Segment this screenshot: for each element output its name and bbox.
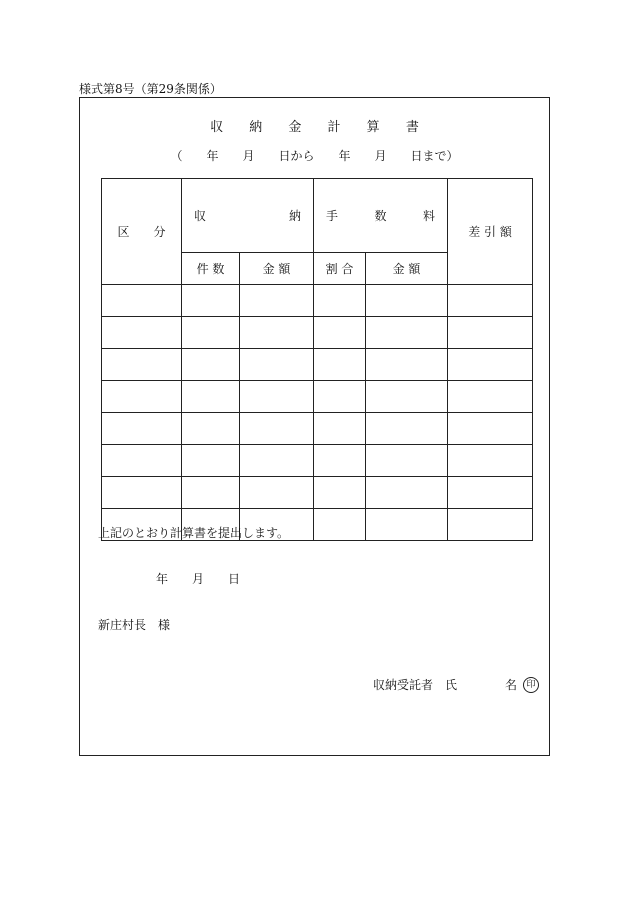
header-shuno-char2: 納 [288, 209, 301, 223]
table-row [102, 445, 533, 477]
table-cell [366, 477, 448, 509]
table-cell [240, 381, 314, 413]
signer-line [373, 676, 539, 693]
header-tesuryo-char3: 料 [423, 209, 436, 223]
table-cell [182, 317, 240, 349]
seal-mark: 印 [523, 677, 539, 693]
table-row [102, 413, 533, 445]
form-title: 収 納 金 計 算 書 [210, 120, 419, 135]
table-cell [182, 349, 240, 381]
table-row [102, 285, 533, 317]
submission-statement: 上記のとおり計算書を提出します。 [98, 526, 290, 540]
table-cell [102, 477, 182, 509]
table-cell [240, 285, 314, 317]
table-cell [240, 317, 314, 349]
table-cell [448, 477, 533, 509]
table-cell [182, 445, 240, 477]
addressee: 新庄村長 様 [98, 618, 171, 632]
table-cell [366, 285, 448, 317]
table-cell [314, 381, 366, 413]
table-row [102, 349, 533, 381]
table-cell [314, 285, 366, 317]
table-cell [102, 445, 182, 477]
table-cell [102, 285, 182, 317]
calculation-table [101, 178, 533, 541]
table-cell [448, 285, 533, 317]
table-cell [102, 381, 182, 413]
header-wariai: 割 合 [314, 253, 366, 285]
table-cell [448, 413, 533, 445]
table-cell [240, 477, 314, 509]
table-row [102, 381, 533, 413]
header-kingaku-fee: 金 額 [366, 253, 448, 285]
table-cell [448, 445, 533, 477]
date-line: 年 月 日 [156, 572, 241, 586]
table-cell [366, 509, 448, 541]
header-shuno-char1: 収 [194, 209, 207, 223]
table-cell [240, 413, 314, 445]
table-cell [314, 349, 366, 381]
table-cell [448, 317, 533, 349]
header-tesuryo [314, 179, 448, 253]
table-body [102, 285, 533, 541]
header-kubun: 区 分 [102, 179, 182, 285]
table-cell [182, 381, 240, 413]
table-cell [102, 413, 182, 445]
header-sashihiki: 差 引 額 [448, 179, 533, 285]
table-cell [240, 445, 314, 477]
table-cell [314, 317, 366, 349]
table-cell [182, 413, 240, 445]
table-cell [314, 413, 366, 445]
table-cell [366, 445, 448, 477]
table-cell [366, 317, 448, 349]
table-row [102, 317, 533, 349]
table-cell [366, 349, 448, 381]
table-cell [366, 413, 448, 445]
period-line: （ 年 月 日から 年 月 日まで） [170, 149, 459, 163]
table-cell [182, 477, 240, 509]
form-number-label: 様式第8号（第29条関係） [79, 82, 222, 96]
signer-label: 収納受託者 氏 名 [373, 678, 518, 692]
header-tesuryo-char1: 手 [326, 209, 339, 223]
header-shuno [182, 179, 314, 253]
table-cell [366, 381, 448, 413]
table-cell [314, 477, 366, 509]
form-frame [79, 97, 550, 756]
table-cell [448, 381, 533, 413]
table-cell [240, 349, 314, 381]
table-cell [314, 445, 366, 477]
table-cell [448, 509, 533, 541]
header-tesuryo-char2: 数 [374, 209, 387, 223]
table-cell [182, 285, 240, 317]
table-cell [102, 317, 182, 349]
table-cell [448, 349, 533, 381]
table-cell [102, 349, 182, 381]
header-kensu: 件 数 [182, 253, 240, 285]
table-row [102, 477, 533, 509]
header-kingaku: 金 額 [240, 253, 314, 285]
table-cell [314, 509, 366, 541]
